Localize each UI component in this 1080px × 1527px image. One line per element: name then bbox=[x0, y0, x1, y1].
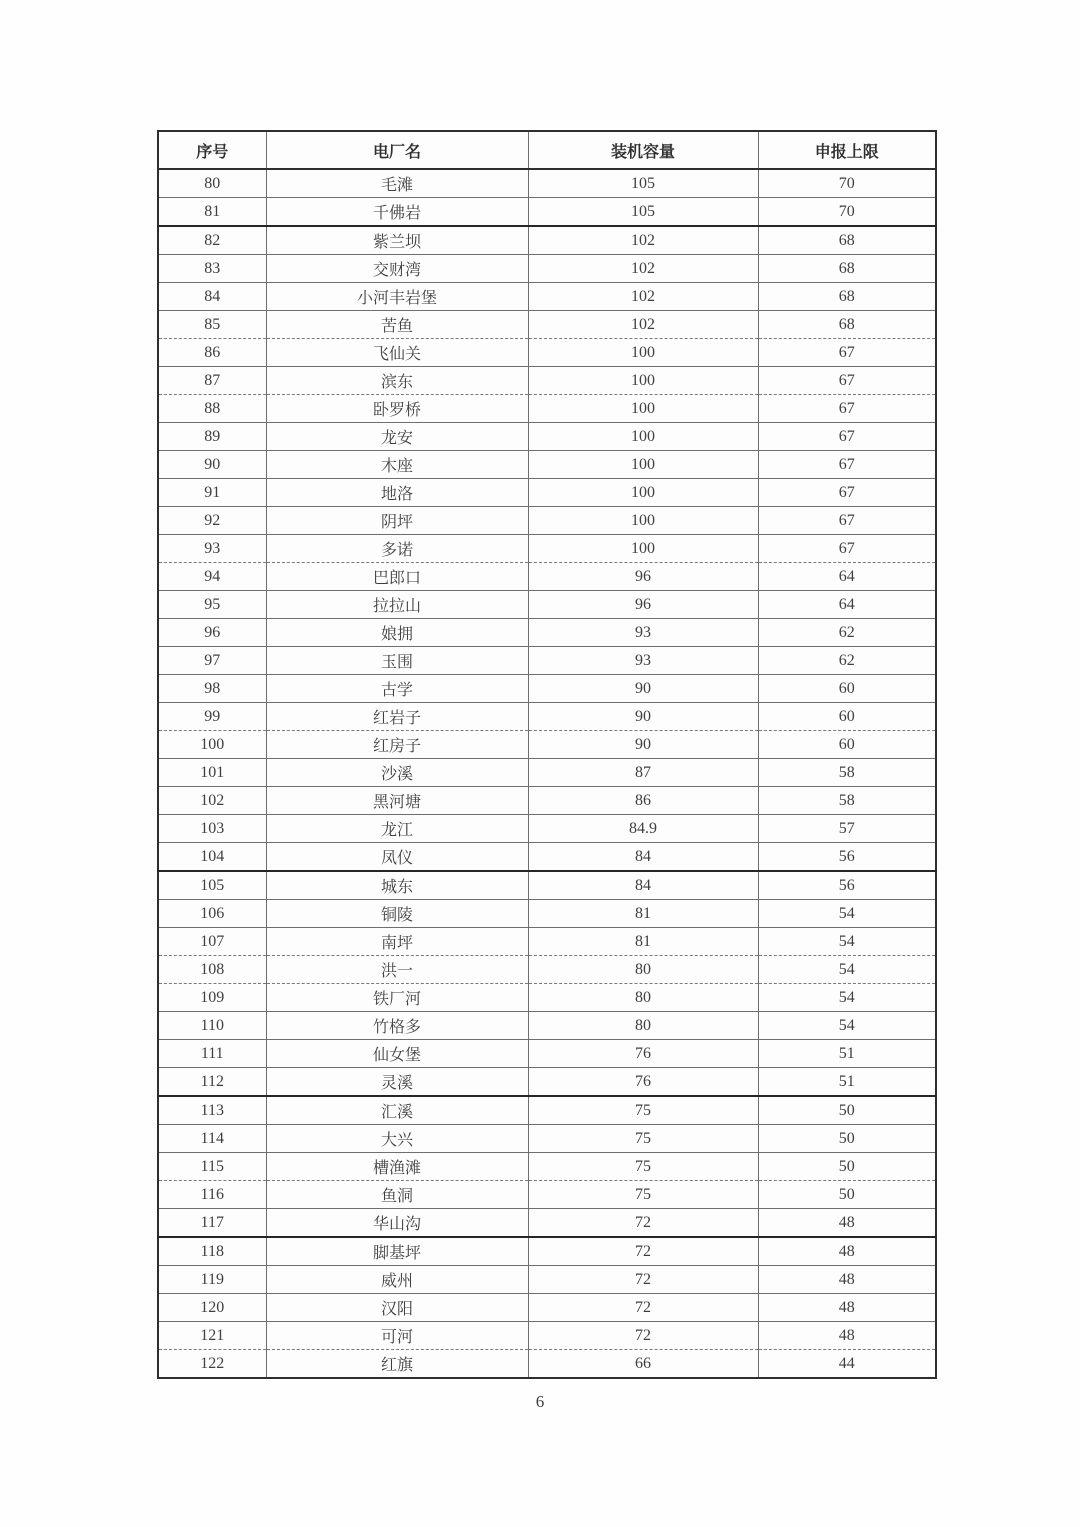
cell-limit: 51 bbox=[758, 1040, 936, 1068]
cell-plant-name: 洪一 bbox=[266, 956, 528, 984]
cell-limit: 48 bbox=[758, 1322, 936, 1350]
cell-serial: 110 bbox=[158, 1012, 266, 1040]
cell-limit: 68 bbox=[758, 311, 936, 339]
cell-limit: 56 bbox=[758, 843, 936, 872]
cell-serial: 117 bbox=[158, 1209, 266, 1238]
cell-serial: 115 bbox=[158, 1153, 266, 1181]
cell-plant-name: 卧罗桥 bbox=[266, 395, 528, 423]
table-row bbox=[158, 619, 936, 647]
cell-limit: 67 bbox=[758, 339, 936, 367]
table-row bbox=[158, 226, 936, 255]
cell-capacity: 100 bbox=[528, 535, 758, 563]
cell-plant-name: 华山沟 bbox=[266, 1209, 528, 1238]
cell-serial: 118 bbox=[158, 1237, 266, 1266]
cell-serial: 81 bbox=[158, 198, 266, 227]
cell-plant-name: 汇溪 bbox=[266, 1096, 528, 1125]
cell-serial: 102 bbox=[158, 787, 266, 815]
table-row bbox=[158, 787, 936, 815]
table-row bbox=[158, 1096, 936, 1125]
cell-capacity: 93 bbox=[528, 647, 758, 675]
cell-serial: 122 bbox=[158, 1350, 266, 1379]
cell-capacity: 102 bbox=[528, 226, 758, 255]
cell-capacity: 80 bbox=[528, 984, 758, 1012]
cell-capacity: 84 bbox=[528, 871, 758, 900]
cell-serial: 120 bbox=[158, 1294, 266, 1322]
cell-capacity: 102 bbox=[528, 283, 758, 311]
cell-capacity: 75 bbox=[528, 1153, 758, 1181]
cell-capacity: 72 bbox=[528, 1294, 758, 1322]
cell-capacity: 72 bbox=[528, 1209, 758, 1238]
cell-capacity: 66 bbox=[528, 1350, 758, 1379]
cell-capacity: 96 bbox=[528, 563, 758, 591]
cell-limit: 44 bbox=[758, 1350, 936, 1379]
table-row bbox=[158, 1322, 936, 1350]
cell-serial: 116 bbox=[158, 1181, 266, 1209]
cell-limit: 68 bbox=[758, 255, 936, 283]
cell-capacity: 72 bbox=[528, 1266, 758, 1294]
cell-capacity: 80 bbox=[528, 1012, 758, 1040]
table-row bbox=[158, 169, 936, 198]
cell-capacity: 93 bbox=[528, 619, 758, 647]
table-row bbox=[158, 507, 936, 535]
table-row bbox=[158, 451, 936, 479]
cell-plant-name: 玉围 bbox=[266, 647, 528, 675]
cell-serial: 89 bbox=[158, 423, 266, 451]
cell-limit: 67 bbox=[758, 535, 936, 563]
cell-capacity: 84 bbox=[528, 843, 758, 872]
cell-plant-name: 地洛 bbox=[266, 479, 528, 507]
cell-serial: 95 bbox=[158, 591, 266, 619]
cell-serial: 85 bbox=[158, 311, 266, 339]
cell-serial: 99 bbox=[158, 703, 266, 731]
cell-limit: 68 bbox=[758, 226, 936, 255]
cell-capacity: 84.9 bbox=[528, 815, 758, 843]
cell-plant-name: 紫兰坝 bbox=[266, 226, 528, 255]
cell-plant-name: 飞仙关 bbox=[266, 339, 528, 367]
cell-serial: 119 bbox=[158, 1266, 266, 1294]
cell-capacity: 86 bbox=[528, 787, 758, 815]
cell-limit: 68 bbox=[758, 283, 936, 311]
cell-plant-name: 古学 bbox=[266, 675, 528, 703]
cell-plant-name: 红房子 bbox=[266, 731, 528, 759]
cell-serial: 82 bbox=[158, 226, 266, 255]
cell-serial: 83 bbox=[158, 255, 266, 283]
cell-limit: 51 bbox=[758, 1068, 936, 1097]
cell-plant-name: 铁厂河 bbox=[266, 984, 528, 1012]
cell-serial: 84 bbox=[158, 283, 266, 311]
table-row bbox=[158, 255, 936, 283]
cell-plant-name: 龙江 bbox=[266, 815, 528, 843]
cell-capacity: 100 bbox=[528, 423, 758, 451]
cell-plant-name: 滨东 bbox=[266, 367, 528, 395]
table-row bbox=[158, 367, 936, 395]
table-row bbox=[158, 339, 936, 367]
table-row bbox=[158, 1294, 936, 1322]
cell-capacity: 96 bbox=[528, 591, 758, 619]
cell-plant-name: 脚基坪 bbox=[266, 1237, 528, 1266]
cell-limit: 60 bbox=[758, 675, 936, 703]
table-row bbox=[158, 843, 936, 872]
table-body bbox=[158, 169, 936, 1378]
cell-capacity: 81 bbox=[528, 900, 758, 928]
cell-limit: 54 bbox=[758, 1012, 936, 1040]
table-row bbox=[158, 956, 936, 984]
cell-serial: 92 bbox=[158, 507, 266, 535]
table-row bbox=[158, 1350, 936, 1379]
cell-plant-name: 竹格多 bbox=[266, 1012, 528, 1040]
cell-serial: 98 bbox=[158, 675, 266, 703]
cell-limit: 54 bbox=[758, 984, 936, 1012]
table-row bbox=[158, 1125, 936, 1153]
power-plant-table bbox=[157, 130, 937, 1379]
cell-plant-name: 南坪 bbox=[266, 928, 528, 956]
table-row bbox=[158, 815, 936, 843]
table-row bbox=[158, 395, 936, 423]
cell-serial: 107 bbox=[158, 928, 266, 956]
cell-limit: 57 bbox=[758, 815, 936, 843]
cell-capacity: 102 bbox=[528, 255, 758, 283]
table-row bbox=[158, 535, 936, 563]
cell-plant-name: 铜陵 bbox=[266, 900, 528, 928]
cell-limit: 64 bbox=[758, 563, 936, 591]
cell-plant-name: 黑河塘 bbox=[266, 787, 528, 815]
cell-capacity: 75 bbox=[528, 1181, 758, 1209]
cell-serial: 106 bbox=[158, 900, 266, 928]
cell-capacity: 80 bbox=[528, 956, 758, 984]
column-header-serial: 序号 bbox=[158, 131, 266, 169]
table-row bbox=[158, 283, 936, 311]
cell-serial: 91 bbox=[158, 479, 266, 507]
cell-serial: 97 bbox=[158, 647, 266, 675]
cell-capacity: 105 bbox=[528, 169, 758, 198]
cell-serial: 80 bbox=[158, 169, 266, 198]
table-row bbox=[158, 591, 936, 619]
cell-capacity: 100 bbox=[528, 367, 758, 395]
cell-plant-name: 灵溪 bbox=[266, 1068, 528, 1097]
cell-plant-name: 交财湾 bbox=[266, 255, 528, 283]
cell-limit: 67 bbox=[758, 451, 936, 479]
cell-limit: 56 bbox=[758, 871, 936, 900]
cell-serial: 87 bbox=[158, 367, 266, 395]
cell-capacity: 100 bbox=[528, 451, 758, 479]
cell-capacity: 72 bbox=[528, 1237, 758, 1266]
cell-limit: 48 bbox=[758, 1237, 936, 1266]
cell-limit: 58 bbox=[758, 787, 936, 815]
cell-limit: 62 bbox=[758, 647, 936, 675]
cell-plant-name: 木座 bbox=[266, 451, 528, 479]
column-header-capacity: 装机容量 bbox=[528, 131, 758, 169]
cell-plant-name: 小河丰岩堡 bbox=[266, 283, 528, 311]
cell-limit: 64 bbox=[758, 591, 936, 619]
cell-plant-name: 凤仪 bbox=[266, 843, 528, 872]
table-row bbox=[158, 311, 936, 339]
cell-capacity: 90 bbox=[528, 675, 758, 703]
cell-capacity: 100 bbox=[528, 479, 758, 507]
cell-limit: 62 bbox=[758, 619, 936, 647]
cell-capacity: 72 bbox=[528, 1322, 758, 1350]
cell-limit: 70 bbox=[758, 169, 936, 198]
table-row bbox=[158, 759, 936, 787]
cell-limit: 48 bbox=[758, 1294, 936, 1322]
cell-capacity: 105 bbox=[528, 198, 758, 227]
cell-plant-name: 汉阳 bbox=[266, 1294, 528, 1322]
table-row bbox=[158, 731, 936, 759]
cell-serial: 113 bbox=[158, 1096, 266, 1125]
cell-plant-name: 鱼洞 bbox=[266, 1181, 528, 1209]
column-header-limit: 申报上限 bbox=[758, 131, 936, 169]
cell-serial: 103 bbox=[158, 815, 266, 843]
table-row bbox=[158, 1237, 936, 1266]
cell-limit: 54 bbox=[758, 956, 936, 984]
table-row bbox=[158, 1068, 936, 1097]
cell-limit: 54 bbox=[758, 928, 936, 956]
cell-limit: 67 bbox=[758, 423, 936, 451]
cell-plant-name: 苦鱼 bbox=[266, 311, 528, 339]
cell-serial: 93 bbox=[158, 535, 266, 563]
cell-limit: 60 bbox=[758, 731, 936, 759]
table-row bbox=[158, 675, 936, 703]
cell-serial: 94 bbox=[158, 563, 266, 591]
cell-plant-name: 阴坪 bbox=[266, 507, 528, 535]
cell-serial: 100 bbox=[158, 731, 266, 759]
cell-capacity: 102 bbox=[528, 311, 758, 339]
column-header-plant: 电厂名 bbox=[266, 131, 528, 169]
cell-plant-name: 千佛岩 bbox=[266, 198, 528, 227]
table-row bbox=[158, 1181, 936, 1209]
cell-plant-name: 大兴 bbox=[266, 1125, 528, 1153]
cell-limit: 54 bbox=[758, 900, 936, 928]
table-row bbox=[158, 563, 936, 591]
table-row bbox=[158, 647, 936, 675]
cell-plant-name: 红旗 bbox=[266, 1350, 528, 1379]
cell-serial: 86 bbox=[158, 339, 266, 367]
table-row bbox=[158, 479, 936, 507]
cell-plant-name: 娘拥 bbox=[266, 619, 528, 647]
cell-plant-name: 仙女堡 bbox=[266, 1040, 528, 1068]
cell-capacity: 75 bbox=[528, 1125, 758, 1153]
cell-capacity: 100 bbox=[528, 339, 758, 367]
cell-plant-name: 巴郎口 bbox=[266, 563, 528, 591]
cell-plant-name: 槽渔滩 bbox=[266, 1153, 528, 1181]
cell-capacity: 75 bbox=[528, 1096, 758, 1125]
cell-limit: 48 bbox=[758, 1209, 936, 1238]
table-row bbox=[158, 871, 936, 900]
cell-limit: 58 bbox=[758, 759, 936, 787]
table-row bbox=[158, 928, 936, 956]
cell-limit: 67 bbox=[758, 507, 936, 535]
cell-capacity: 76 bbox=[528, 1068, 758, 1097]
cell-serial: 105 bbox=[158, 871, 266, 900]
cell-plant-name: 多诺 bbox=[266, 535, 528, 563]
cell-limit: 50 bbox=[758, 1153, 936, 1181]
cell-serial: 121 bbox=[158, 1322, 266, 1350]
cell-capacity: 100 bbox=[528, 507, 758, 535]
cell-serial: 108 bbox=[158, 956, 266, 984]
cell-plant-name: 拉拉山 bbox=[266, 591, 528, 619]
cell-plant-name: 龙安 bbox=[266, 423, 528, 451]
cell-plant-name: 威州 bbox=[266, 1266, 528, 1294]
cell-limit: 48 bbox=[758, 1266, 936, 1294]
cell-serial: 104 bbox=[158, 843, 266, 872]
cell-plant-name: 城东 bbox=[266, 871, 528, 900]
table-header-row bbox=[158, 131, 936, 169]
cell-limit: 67 bbox=[758, 395, 936, 423]
table-row bbox=[158, 1153, 936, 1181]
cell-plant-name: 毛滩 bbox=[266, 169, 528, 198]
cell-capacity: 76 bbox=[528, 1040, 758, 1068]
cell-limit: 70 bbox=[758, 198, 936, 227]
table-row bbox=[158, 1209, 936, 1238]
table-row bbox=[158, 423, 936, 451]
cell-limit: 50 bbox=[758, 1125, 936, 1153]
cell-capacity: 81 bbox=[528, 928, 758, 956]
cell-capacity: 90 bbox=[528, 703, 758, 731]
cell-limit: 67 bbox=[758, 479, 936, 507]
table-row bbox=[158, 1012, 936, 1040]
table-row bbox=[158, 900, 936, 928]
cell-serial: 111 bbox=[158, 1040, 266, 1068]
cell-serial: 114 bbox=[158, 1125, 266, 1153]
table-row bbox=[158, 1266, 936, 1294]
page-number: 6 bbox=[535, 1392, 545, 1411]
cell-plant-name: 可河 bbox=[266, 1322, 528, 1350]
cell-serial: 109 bbox=[158, 984, 266, 1012]
cell-serial: 101 bbox=[158, 759, 266, 787]
cell-capacity: 100 bbox=[528, 395, 758, 423]
cell-limit: 50 bbox=[758, 1096, 936, 1125]
cell-plant-name: 红岩子 bbox=[266, 703, 528, 731]
cell-capacity: 87 bbox=[528, 759, 758, 787]
table-row bbox=[158, 703, 936, 731]
cell-serial: 112 bbox=[158, 1068, 266, 1097]
cell-serial: 88 bbox=[158, 395, 266, 423]
cell-limit: 50 bbox=[758, 1181, 936, 1209]
cell-plant-name: 沙溪 bbox=[266, 759, 528, 787]
cell-limit: 67 bbox=[758, 367, 936, 395]
table-row bbox=[158, 1040, 936, 1068]
table-row bbox=[158, 984, 936, 1012]
table-row bbox=[158, 198, 936, 227]
cell-serial: 96 bbox=[158, 619, 266, 647]
cell-limit: 60 bbox=[758, 703, 936, 731]
cell-serial: 90 bbox=[158, 451, 266, 479]
cell-capacity: 90 bbox=[528, 731, 758, 759]
